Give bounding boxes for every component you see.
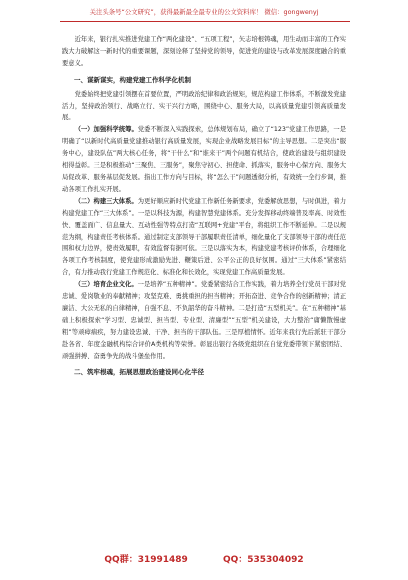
point-1-lead: （一）加强科学统筹。 [74,126,138,134]
point-3-paragraph [62,279,346,362]
section-2-heading: 二、筑牢根魂，拓展思想政治建设同心化半径 [74,368,204,377]
point-1-paragraph [62,124,346,195]
header-divider [60,21,350,22]
point-2-text: 为更好顺应新时代党建工作新任务新要求，党委解放思想，与时俱进，着力构建党建工作“三大体系”。一是以科技为源，构建智慧党建体系。充分发挥移动终端普及率高、时效性快、覆盖面广、信息量大、互动性强等特点打造“互联网+党建”平台，将组织工作不断延伸。二是以规范为纲，构建责任考核体系。通过制定支部领导干部履职责任清单，细化量化了支部领导干部的责任范围和权力边界，使责效履职，有效监督有据可依。三是以落实为本，构建党建考核评价体系，合理细化各项工作考核制度，使党建形成激励先进、鞭策后进、公平公正的良好氛围。通过“三大体系”紧密结合，有力推动我行党建工作规范化、标准化和长效化，实现党建工作高质量发展。 [62,197,347,277]
point-1-text: 党委不断深入实践探索，总体规划布局，确立了“123”党建工作思路，一是明确了“以新时代高质量党建推动银行高质量发展，实现企业战略发展目标”的主导思想。二是突出“服务中心，建设队伍”两大核心任务，将“干什么”和“谁来干”两个问题有机结合，使政治建设与组织建设相得益彰。三是积极推动“三聚焦、三服务”，聚焦守初心、担使命、抓落实，服务中心保方向、服务大局促改革、服务基层促发展。指出工作方向与目标，将“怎么干”问题透彻分析，有效统一全行步调，推动各项工作扎实开展。 [62,126,347,193]
section-1-heading: 一、谋新谋实，构建党建工作科学化机制 [74,75,191,84]
intro-paragraph: 近年来，银行扎实推进党建工作“两化建设”、“五项工程”，矢志培根铸魂，用生动而丰富的工作实践大力破解这一新时代的重要课题，深刻诠释了坚持党的领导，促进党的建设与改革发展深度融合的重要意义。 [62,36,346,67]
document-body [62,34,346,381]
section-1-paragraph: 党委始终把党建引领摆在首要位置，严明政治纪律和政治规矩，规范构建工作体系，不断激发党建活力，坚持政治领行、战略立行、实干兴行方略，围绕中心、服务大局，以高质量党建引领高质量发展。 [62,90,346,122]
footer-contact [0,552,408,565]
point-3-text: 一是培养“五种精神”。党委紧密结合工作实践，着力培养全行党员干部对党忠诚、爱岗敬业的奉献精神；攻坚克难、勇挑重担的担当精神；开拓奋进、竞争合作的创新精神；清正廉洁、大公无私的自律精神，自强不息、不负韶华的奋斗精神。二是打造“五型机关”。在“五种精神”基础上积极探索“学习型、忠诚型、担当型、专业型、清廉型”“五型”机关建设，大力整治“庸懒散慢虚粗”等顽瘴痼疾，努力建设忠诚、干净、担当的干部队伍。三是厚植情怀。近年来我行先后派驻干部分赴各省、年度金融机构综合评价A类机构等荣誉。彰显出银行各级党组织在自觉党委带领下紧密团结、顽强拼搏、奋勇争先的战斗堡垒作用。 [62,281,347,360]
footer-qq-group: QQ群：31991489 [104,555,188,565]
footer-qq: QQ：535304092 [222,555,304,565]
header-banner: 关注头条号“公文研究”，获得最新最全最专业的公文资料库！ 微信：gongwenyj [89,8,319,16]
point-2-lead: （二）构建三大体系。 [74,197,138,205]
point-2-paragraph [62,196,346,279]
point-3-lead: （三）培育企业文化。 [74,281,138,289]
